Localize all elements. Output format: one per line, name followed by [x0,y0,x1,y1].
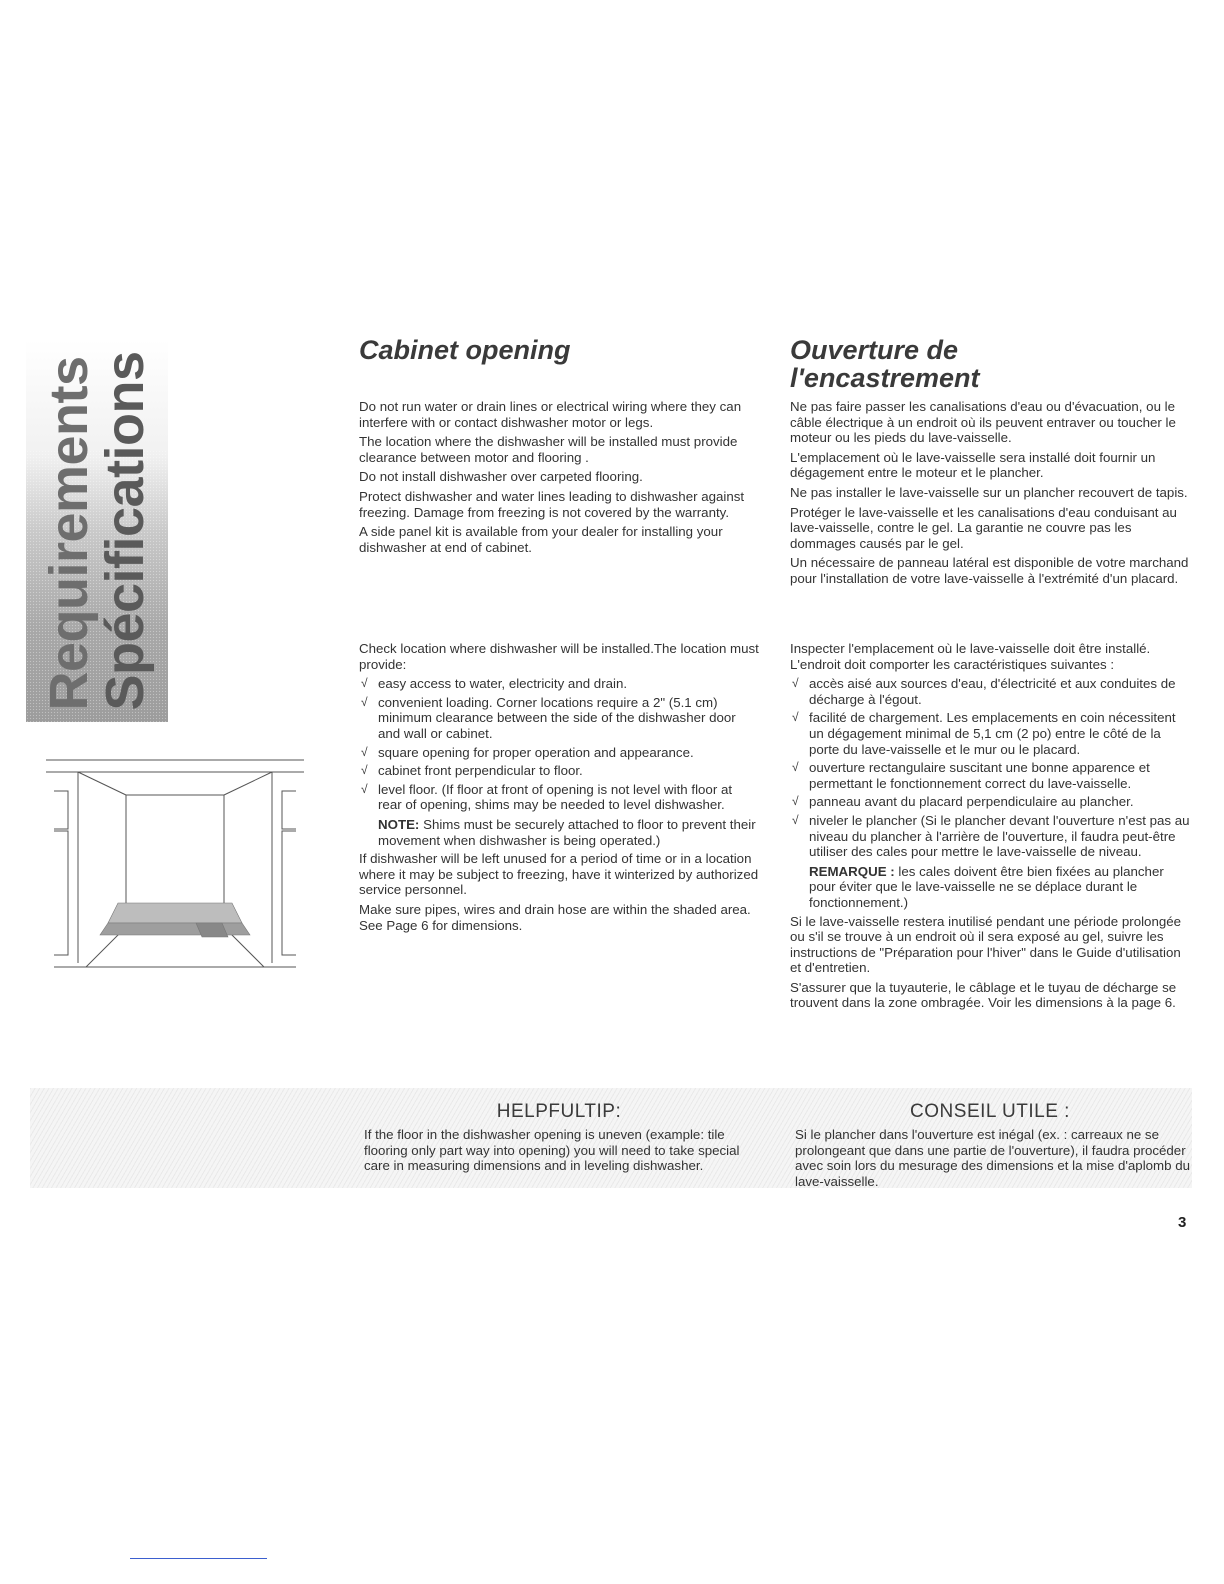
english-paragraph-5: A side panel kit is available from your dealer for installing your dishwasher at end of cabinet. [359,524,723,555]
list-item: √ easy access to water, electricity and drain. [361,676,628,692]
side-tab-title [41,351,153,710]
check-icon: √ [792,676,799,691]
note-text: Shims must be securely attached to floor to prevent their movement when dishwasher is being operated.) [378,816,756,848]
check-icon: √ [792,760,799,775]
section-side-tab [26,340,168,722]
english-check-intro: Check location where dishwasher will be installed.The location must provide: [359,641,759,672]
check-icon: √ [361,763,368,778]
check-icon: √ [792,812,799,827]
french-paragraph-3: Ne pas installer le lave-vaisselle sur un plancher recouvert de tapis. [790,484,1188,500]
check-icon: √ [361,694,368,709]
check-icon: √ [361,676,368,691]
page-number: 3 [1178,1214,1187,1231]
list-item: √ facilité de chargement. Les emplacements en coin nécessitent un dégagement minimal de 5,1 cm (2 po) entre le côté de la porte du lave-vaisselle et le mur ou le placard. [792,710,1176,757]
english-note [359,817,759,848]
english-paragraph-6: If dishwasher will be left unused for a period of time or in a location where it may be subject to freezing, have it winterized by authorized service personnel. [359,851,759,898]
cabinet-opening-illustration [46,755,304,975]
list-item: √ ouverture rectangulaire suscitant une bonne apparence et permettant le fonctionnement correct du lave-vaisselle. [792,760,1150,791]
english-paragraph-3: Do not install dishwasher over carpeted flooring. [359,469,643,485]
check-icon: √ [361,781,368,796]
french-paragraph-4: Protéger le lave-vaisselle et les canalisations d'eau conduisant au lave-vaisselle, contre le gel. La garantie ne couvre pas les dommages causés par le gel. [790,504,1177,551]
side-tab-title-en: Requirements [39,356,99,711]
helpful-tip-text-en: If the floor in the dishwasher opening is uneven (example: tile flooring only part way into opening) you will need to take special care in measuring dimensions and in leveling dishwasher. [364,1127,740,1174]
english-location-block [359,641,759,937]
english-paragraph-2: The location where the dishwasher will be installed must provide clearance between motor and flooring . [359,434,738,465]
list-item: √ accès aisé aux sources d'eau, d'électricité et aux conduites de décharge à l'égout. [792,676,1176,707]
list-item: √ level floor. (If floor at front of opening is not level with floor at rear of opening, shims may be needed to level dishwasher. [361,781,733,813]
helpful-tip-text-fr: Si le plancher dans l'ouverture est inégal (ex. : carreaux ne se prolongeant que dans une partie de l'ouverture), il faudra procéder avec soin lors du mesurage des dimensions et la mise d'aplomb du lave-vaisselle. [795,1127,1191,1189]
french-paragraph-2: L'emplacement où le lave-vaisselle sera installé doit fournir un dégagement entre le moteur et le plancher. [790,449,1156,481]
english-paragraph-1: Do not run water or drain lines or electrical wiring where they can interfere with or contact dishwasher motor or legs. [359,399,742,430]
helpful-tip-title-en: HELPFULTIP: [496,1101,622,1122]
note-label: NOTE: [378,816,420,832]
french-location-block [790,641,1190,1015]
english-paragraph-7: Make sure pipes, wires and drain hose are within the shaded area. See Page 6 for dimensions. [359,901,751,933]
list-item: √ convenient loading. Corner locations require a 2" (5.1 cm) minimum clearance between the side of the dishwasher door and wall or cabinet. [361,694,736,741]
french-paragraph-1: Ne pas faire passer les canalisations d'eau ou d'évacuation, ou le câble électrique à un endroit où ils peuvent entraver ou toucher le moteur ou les pieds du lave-vaisselle. [790,399,1176,446]
french-column [790,336,1190,591]
french-section-title-line1: Ouverture de [790,335,959,365]
english-checklist [359,676,759,813]
french-paragraph-5: Un nécessaire de panneau latéral est disponible de votre marchand pour l'installation de votre lave-vaisselle à l'extrémité d'un placard. [790,555,1189,586]
french-paragraph-6: Si le lave-vaisselle restera inutilisé pendant une période prolongée ou s'il se trouve à un endroit où il sera exposé au gel, suivre les instructions de "Préparation pour l'hiver" dans le Guide d'utilisation et d'entretien. [790,913,1182,976]
french-checklist [790,676,1190,860]
list-item: √ square opening for proper operation and appearance. [361,744,694,760]
note-label: REMARQUE : [809,863,895,879]
helpful-tip-title-fr: CONSEIL UTILE : [910,1101,1070,1122]
shaded-utility-area [100,903,250,937]
english-paragraph-4: Protect dishwasher and water lines leading to dishwasher against freezing. Damage from freezing is not covered by the warranty. [359,488,745,520]
list-item: √ panneau avant du placard perpendiculaire au plancher. [792,794,1134,810]
french-check-intro: Inspecter l'emplacement où le lave-vaisselle doit être installé. L'endroit doit comporter les caractéristiques suivantes : [790,641,1151,672]
check-icon: √ [361,744,368,759]
french-note [790,864,1190,911]
english-section-title: Cabinet opening [359,335,571,365]
list-item: √ cabinet front perpendicular to floor. [361,763,583,779]
note-text: les cales doivent être bien fixées au plancher pour éviter que le lave-vaisselle ne se déplace durant le fonctionnement.) [809,863,1164,910]
french-section-title-line2: l'encastrement [790,363,980,393]
check-icon: √ [792,794,799,809]
footer-rule [130,1558,267,1559]
check-icon: √ [792,710,799,725]
english-column [359,336,759,559]
french-paragraph-7: S'assurer que la tuyauterie, le câblage et le tuyau de décharge se trouvent dans la zone ombragée. Voir les dimensions à la page 6. [790,979,1177,1011]
side-tab-title-fr: Spécifications [95,351,155,711]
list-item: √ niveler le plancher (Si le plancher devant l'ouverture n'est pas au niveau du plancher à l'arrière de l'ouverture, il faudra peut-être utiliser des cales pour mettre le lave-vaisselle de niveau. [792,812,1190,860]
